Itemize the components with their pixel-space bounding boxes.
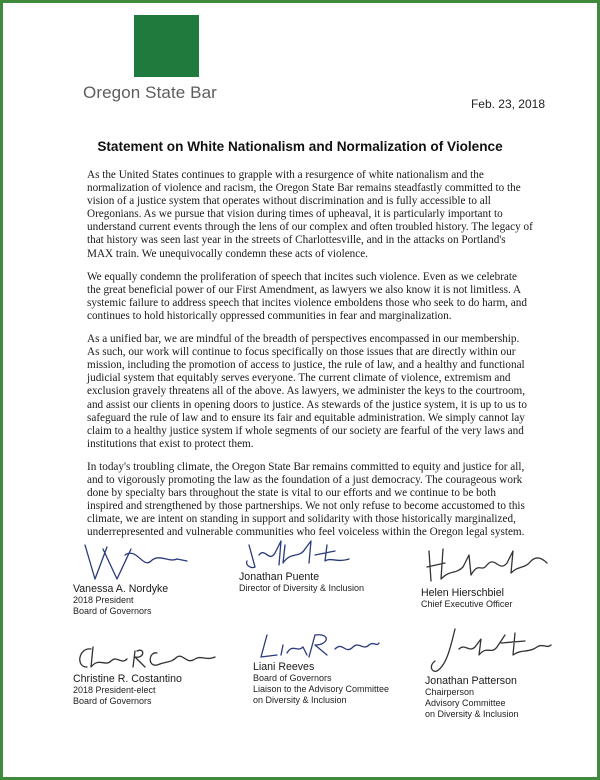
handwritten-signature [73, 643, 223, 673]
statement-body [87, 169, 533, 549]
signer-title: Liaison to the Advisory Committee [253, 684, 390, 694]
paragraph: As the United States continues to grapple with a resurgence of white nationalism and the normalization of violence and racism, the Oregon State Bar remains steadfastly committed to the vision of a justice system that operates without discrimination and is fully accessible to all Oregonians. As we pursue that vision during times of upheaval, it is particularly important to understand current events through the lens of our complex and often troubled history. The legacy of that history was seen last year in the streets of Charlottesville, and in the attacks on Portland's MAX train. We unequivocally condemn these acts of violence. [87, 169, 533, 260]
signature-block-nordyke [73, 539, 193, 617]
signer-title: on Diversity & Inclusion [425, 709, 519, 719]
signature-block-patterson [425, 625, 555, 720]
signature-block-puente [239, 537, 364, 594]
signer-title: Board of Governors [253, 673, 332, 683]
signer-title: Chief Executive Officer [421, 599, 513, 609]
paragraph: We equally condemn the proliferation of speech that incites such violence. Even as we celebrate the great beneficial power of our First Amendment, as lawyers we also know it is not limitless. A systemic failure to address speech that incites violence emboldens those who seek to do harm, and continues to hold historically oppressed communities in fear and marginalization. [87, 270, 527, 322]
signature-block-reeves [253, 631, 389, 706]
signer-title: Director of Diversity & Inclusion [239, 583, 365, 593]
paragraph: As a unified bar, we are mindful of the breadth of perspectives encompassed in our membership. As such, our work will continue to focus specifically on those issues that are directly within our mission, including the promotion of access to justice, the rule of law, and a healthy and functional judicial system that equitably serves everyone. The current climate of violence, extremism and exclusion gravely threatens all of the above. As lawyers, we administer the keys to the courtroom, and assist our clients in opening doors to justice. As stewards of the justice system, it is up to us to safeguard the rule of law and to ensure its fair and equitable administration. We simply cannot lay claim to a healthy justice system if whole segments of our society are fearful of the very laws and institutions that exist to protect them. [87, 333, 527, 450]
letter-date: Feb. 23, 2018 [470, 97, 545, 111]
signer-name: Jonathan Patterson [425, 675, 517, 687]
signature-block-costantino [73, 643, 223, 707]
signer-name: Jonathan Puente [239, 571, 320, 583]
signer-title: on Diversity & Inclusion [253, 695, 347, 705]
signer-title: Chairperson [425, 687, 475, 697]
signature-block-hierschbiel [421, 545, 551, 610]
signer-name: Helen Hierschbiel [421, 587, 505, 599]
paragraph: In today's troubling climate, the Oregon State Bar remains committed to equity and justice for all, and to vigorously promoting the law as the foundation of a just democracy. The courageous work done by specialty bars throughout the state is vital to our efforts and we continue to be both inspired and strengthened by those partnerships. We not only refuse to become accustomed to this climate, we are intent on standing in support and solidarity with those historically marginalized, underrepresented and vulnerable communities who feel voiceless within the Oregon legal system. [87, 460, 525, 539]
handwritten-signature [73, 539, 193, 583]
logo-wordmark: Oregon State Bar [83, 83, 217, 102]
handwritten-signature [239, 537, 359, 571]
signer-name: Liani Reeves [253, 661, 315, 673]
handwritten-signature [425, 625, 555, 675]
signer-name: Christine R. Costantino [73, 673, 182, 685]
signer-name: Vanessa A. Nordyke [73, 583, 169, 595]
logo-square [134, 15, 199, 77]
handwritten-signature [421, 545, 551, 587]
signer-title: 2018 President-elect [73, 685, 156, 695]
document-title: Statement on White Nationalism and Normalization of Violence [97, 139, 503, 154]
signer-title: Board of Governors [73, 606, 152, 616]
signer-title: Advisory Committee [425, 698, 506, 708]
signer-title: Board of Governors [73, 696, 152, 706]
handwritten-signature [253, 631, 383, 661]
signer-title: 2018 President [73, 595, 134, 605]
